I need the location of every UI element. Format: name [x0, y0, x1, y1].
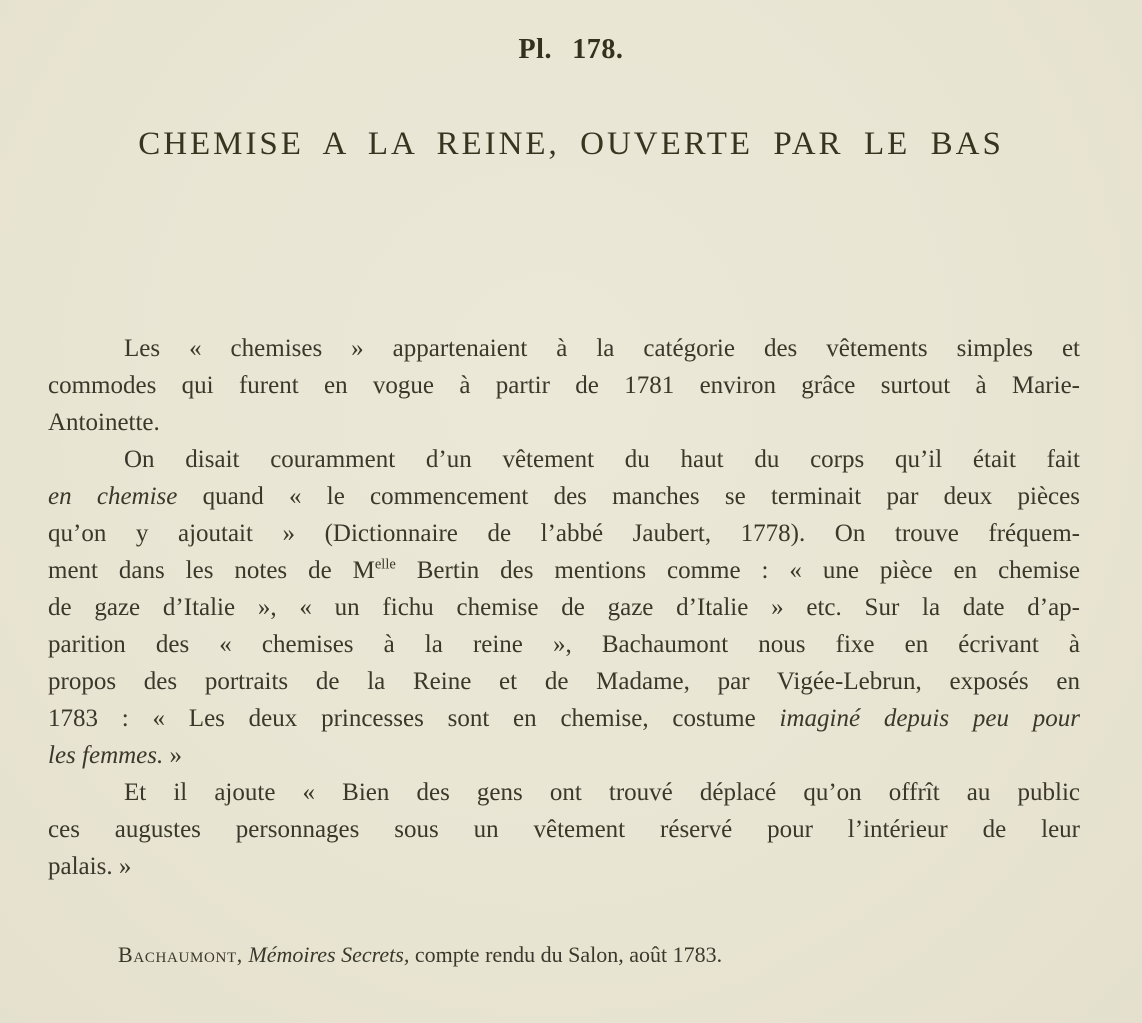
- paragraph: [48, 774, 1080, 885]
- text-segment: »: [163, 742, 182, 769]
- text-segment: les femmes.: [48, 742, 164, 769]
- plate-number: Pl. 178.: [518, 34, 624, 65]
- text-segment: compte rendu du Salon, août 1783.: [409, 942, 723, 967]
- paragraph: [48, 441, 1080, 774]
- text-segment: Et il ajoute « Bien des gens ont trouvé déplacé qu’on offrît au public: [124, 779, 1080, 806]
- text-segment: de gaze d’Italie », « un fichu chemise de gaze d’Italie » etc. Sur la date d’ap-: [48, 594, 1080, 621]
- text-line: [48, 663, 1080, 700]
- text-line: [48, 626, 1080, 663]
- text-line: [48, 811, 1080, 848]
- text-segment: Bertin des mentions comme : « une pièce en chemise: [395, 557, 1080, 584]
- text-segment: quand « le commencement des manches se terminait par deux pièces: [177, 483, 1080, 510]
- text-line: [48, 404, 1080, 441]
- text-line: [48, 478, 1080, 515]
- text-segment: elle: [374, 556, 396, 573]
- text-segment: en chemise: [48, 483, 178, 510]
- text-segment: Antoinette.: [48, 409, 160, 436]
- page-title: CHEMISE A LA REINE, OUVERTE PAR LE BAS: [138, 126, 1004, 162]
- text-line: [48, 737, 1080, 774]
- text-segment: parition des « chemises à la reine », Bachaumont nous fixe en écrivant à: [48, 631, 1080, 658]
- footnote: [118, 941, 722, 969]
- text-line: [48, 441, 1080, 478]
- text-segment: On disait couramment d’un vêtement du haut du corps qu’il était fait: [124, 446, 1080, 473]
- text-segment: propos des portraits de la Reine et de Madame, par Vigée-Lebrun, exposés en: [48, 668, 1080, 695]
- text-line: [48, 700, 1080, 737]
- text-segment: imaginé depuis peu pour: [779, 705, 1080, 732]
- text-segment: ces augustes personnages sous un vêtement réservé pour l’intérieur de leur: [48, 816, 1080, 843]
- paragraph: [48, 330, 1080, 441]
- text-segment: qu’on y ajoutait » (Dictionnaire de l’abbé Jaubert, 1778). On trouve fréquem-: [48, 520, 1080, 547]
- text-segment: Les « chemises » appartenaient à la catégorie des vêtements simples et: [124, 335, 1080, 362]
- text-line: [48, 552, 1080, 589]
- text-line: [48, 515, 1080, 552]
- text-line: [48, 848, 1080, 885]
- text-line: [48, 330, 1080, 367]
- text-segment: Mémoires Secrets,: [242, 942, 410, 967]
- text-segment: palais. »: [48, 853, 132, 880]
- text-segment: Bachaumont,: [118, 942, 243, 967]
- text-line: [48, 774, 1080, 811]
- text-segment: ment dans les notes de M: [48, 557, 375, 584]
- text-line: [48, 589, 1080, 626]
- text-segment: 1783 : « Les deux princesses sont en chemise, costume: [48, 705, 780, 732]
- text-segment: commodes qui furent en vogue à partir de 1781 environ grâce surtout à Marie-: [48, 372, 1080, 399]
- text-line: [48, 367, 1080, 404]
- body-text: [48, 330, 1080, 885]
